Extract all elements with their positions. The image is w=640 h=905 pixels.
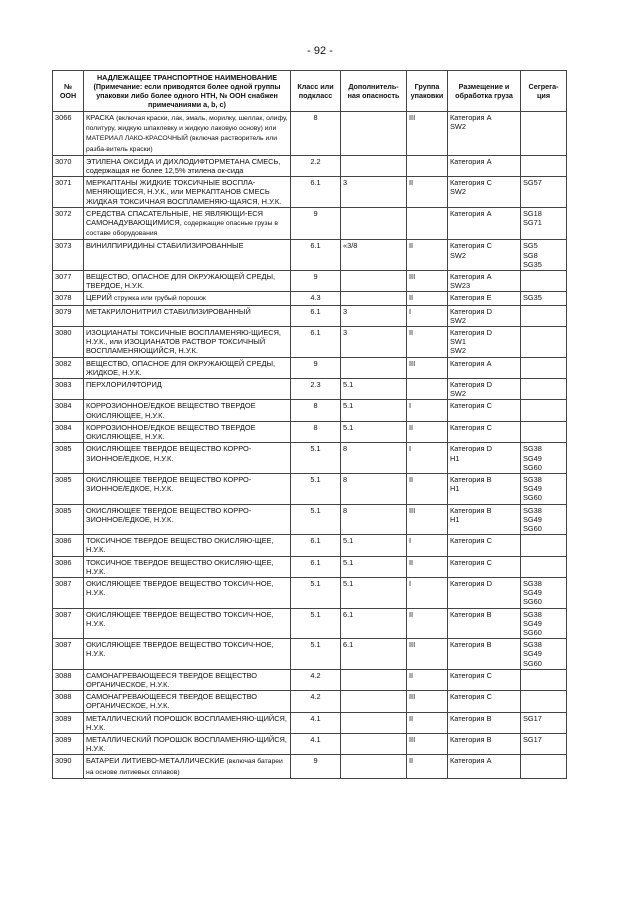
cell-class: 4.1 — [291, 733, 341, 754]
header-class: Класс или подкласс — [291, 71, 341, 112]
cell-stowage: Категория C — [448, 669, 521, 690]
cell-class: 9 — [291, 755, 341, 778]
cell-stowage: Категория A — [448, 357, 521, 378]
cell-class: 4.2 — [291, 691, 341, 712]
table-row — [53, 608, 567, 639]
cell-stowage: Категория A SW2 — [448, 112, 521, 156]
cell-segregation — [521, 357, 567, 378]
cell-un-number: 3087 — [53, 608, 84, 639]
cell-subsidiary-risk: 6.1 — [341, 608, 407, 639]
shipping-name-note: (включая краски, лак, эмаль, морилку, шеллак, олифу, политуру, жидкую шпаклевку и жидкую лаковую основу) или МАТЕРИАЛ ЛАКО-КРАСОЧНЫЙ (включая растворитель или разба-витель краски) — [86, 115, 288, 153]
cell-shipping-name — [84, 292, 291, 305]
cell-segregation: SG38 SG49 SG60 — [521, 504, 567, 535]
cell-subsidiary-risk: 8 — [341, 504, 407, 535]
table-body — [53, 112, 567, 779]
cell-shipping-name — [84, 327, 291, 358]
cell-shipping-name — [84, 639, 291, 670]
cell-stowage: Категория B H1 — [448, 473, 521, 504]
cell-class: 9 — [291, 207, 341, 240]
shipping-name-text: БАТАРЕИ ЛИТИЕВО-МЕТАЛЛИЧЕСКИЕ — [86, 756, 225, 766]
cell-subsidiary-risk — [341, 112, 407, 156]
shipping-name-text: ВИНИЛПИРИДИНЫ СТАБИЛИЗИРОВАННЫЕ — [86, 241, 244, 251]
cell-shipping-name — [84, 240, 291, 271]
cell-subsidiary-risk — [341, 733, 407, 754]
cell-shipping-name — [84, 421, 291, 442]
cell-class: 6.1 — [291, 535, 341, 556]
table-row — [53, 577, 567, 608]
cell-un-number: 3077 — [53, 271, 84, 292]
cell-un-number: 3084 — [53, 421, 84, 442]
cell-un-number: 3090 — [53, 755, 84, 778]
shipping-name-text: КОРРОЗИОННОЕ/ЕДКОЕ ВЕЩЕСТВО ТВЕРДОЕ ОКИСЛЯЮЩЕЕ, Н.У.К. — [86, 401, 256, 420]
table-row — [53, 155, 567, 176]
cell-un-number: 3073 — [53, 240, 84, 271]
cell-segregation — [521, 669, 567, 690]
cell-shipping-name — [84, 691, 291, 712]
table-row — [53, 305, 567, 326]
cell-packing-group: III — [407, 112, 448, 156]
cell-segregation: SG57 — [521, 177, 567, 208]
cell-subsidiary-risk — [341, 357, 407, 378]
shipping-name-text: ОКИСЛЯЮЩЕЕ ТВЕРДОЕ ВЕЩЕСТВО КОРРО-ЗИОННОЕ/ЕДКОЕ, Н.У.К. — [86, 505, 252, 524]
cell-segregation — [521, 400, 567, 421]
table-row — [53, 327, 567, 358]
header-packing-group: Группа упаковки — [407, 71, 448, 112]
cell-stowage: Категория D SW2 — [448, 379, 521, 400]
shipping-name-text: ОКИСЛЯЮЩЕЕ ТВЕРДОЕ ВЕЩЕСТВО ТОКСИЧ-НОЕ, Н.У.К. — [86, 578, 274, 598]
cell-subsidiary-risk: 3 — [341, 327, 407, 358]
cell-stowage: Категория C SW2 — [448, 240, 521, 271]
cell-shipping-name — [84, 379, 291, 400]
cell-packing-group: III — [407, 271, 448, 292]
cell-packing-group — [407, 379, 448, 400]
cell-un-number: 3088 — [53, 691, 84, 712]
header-subsidiary-risk: Дополнитель-ная опасность — [341, 71, 407, 112]
shipping-name-text: ОКИСЛЯЮЩЕЕ ТВЕРДОЕ ВЕЩЕСТВО ТОКСИЧ-НОЕ, Н.У.К. — [86, 640, 274, 659]
cell-segregation: SG38 SG49 SG60 — [521, 473, 567, 504]
cell-class: 5.1 — [291, 443, 341, 474]
shipping-name-text: ЦЕРИЙ — [86, 293, 112, 303]
shipping-name-text: ВЕЩЕСТВО, ОПАСНОЕ ДЛЯ ОКРУЖАЮЩЕЙ СРЕДЫ, ЖИДКОЕ, Н.У.К. — [86, 358, 276, 377]
cell-segregation — [521, 379, 567, 400]
cell-un-number: 3082 — [53, 357, 84, 378]
cell-class: 8 — [291, 400, 341, 421]
cell-segregation — [521, 755, 567, 778]
cell-shipping-name — [84, 305, 291, 326]
cell-shipping-name — [84, 155, 291, 176]
cell-un-number: 3066 — [53, 112, 84, 156]
cell-un-number: 3086 — [53, 535, 84, 556]
cell-class: 4.3 — [291, 292, 341, 305]
cell-subsidiary-risk — [341, 271, 407, 292]
cell-packing-group: II — [407, 240, 448, 271]
cell-class: 2.3 — [291, 379, 341, 400]
cell-packing-group: I — [407, 400, 448, 421]
cell-subsidiary-risk — [341, 691, 407, 712]
table-row — [53, 421, 567, 442]
cell-class: 5.1 — [291, 473, 341, 504]
shipping-name-text: ОКИСЛЯЮЩЕЕ ТВЕРДОЕ ВЕЩЕСТВО ТОКСИЧ-НОЕ, Н.У.К. — [86, 609, 274, 628]
cell-stowage: Категория C — [448, 691, 521, 712]
cell-segregation — [521, 691, 567, 712]
shipping-name-text: МЕРКАПТАНЫ ЖИДКИЕ ТОКСИЧНЫЕ ВОСПЛА-МЕНЯЮЩИЕСЯ, Н.У.К., или МЕРКАПТАНОВ СМЕСЬ ЖИДКАЯ ТОКСИЧНАЯ ВОСПЛАМЕНЯЮ-ЩАЯСЯ, Н.У.К. — [86, 178, 282, 206]
cell-segregation — [521, 271, 567, 292]
cell-stowage: Категория B — [448, 733, 521, 754]
cell-subsidiary-risk: 3 — [341, 305, 407, 326]
cell-stowage: Категория E — [448, 292, 521, 305]
table-row — [53, 691, 567, 712]
header-stowage: Размещение и обработка груза — [448, 71, 521, 112]
cell-shipping-name — [84, 443, 291, 474]
cell-packing-group: I — [407, 305, 448, 326]
cell-stowage: Категория A — [448, 155, 521, 176]
cell-class: 8 — [291, 112, 341, 156]
cell-packing-group: III — [407, 504, 448, 535]
cell-packing-group: III — [407, 733, 448, 754]
cell-subsidiary-risk: 8 — [341, 443, 407, 474]
cell-stowage: Категория D — [448, 577, 521, 608]
cell-subsidiary-risk: 5.1 — [341, 577, 407, 608]
cell-packing-group: II — [407, 608, 448, 639]
cell-packing-group: II — [407, 669, 448, 690]
cell-segregation: SG17 — [521, 733, 567, 754]
cell-packing-group: I — [407, 535, 448, 556]
cell-stowage: Категория B — [448, 639, 521, 670]
shipping-name-text: МЕТАЛЛИЧЕСКИЙ ПОРОШОК ВОСПЛАМЕНЯЮ-ЩИЙСЯ, Н.У.К. — [86, 734, 287, 754]
shipping-name-text: ИЗОЦИАНАТЫ ТОКСИЧНЫЕ ВОСПЛАМЕНЯЮ-ЩИЕСЯ, Н.У.К., или ИЗОЦИАНАТОВ РАСТВОР ТОКСИЧНЫЙ ВОСПЛАМЕНЯЮЩИЙСЯ, Н.У.К. — [86, 328, 281, 356]
table-row — [53, 207, 567, 240]
cell-shipping-name — [84, 271, 291, 292]
table-row — [53, 177, 567, 208]
cell-subsidiary-risk: 5.1 — [341, 556, 407, 577]
cell-subsidiary-risk — [341, 155, 407, 176]
cell-packing-group: II — [407, 556, 448, 577]
table-row — [53, 473, 567, 504]
cell-subsidiary-risk — [341, 292, 407, 305]
cell-un-number: 3085 — [53, 504, 84, 535]
cell-shipping-name — [84, 177, 291, 208]
cell-segregation: SG17 — [521, 712, 567, 733]
cell-segregation: SG38 SG49 SG60 — [521, 577, 567, 608]
cell-segregation: SG5 SG8 SG35 — [521, 240, 567, 271]
cell-packing-group: III — [407, 357, 448, 378]
cell-un-number: 3087 — [53, 639, 84, 670]
cell-shipping-name — [84, 207, 291, 240]
cell-class: 5.1 — [291, 639, 341, 670]
cell-class: 5.1 — [291, 504, 341, 535]
table-row — [53, 669, 567, 690]
cell-subsidiary-risk — [341, 712, 407, 733]
cell-shipping-name — [84, 669, 291, 690]
cell-packing-group: II — [407, 421, 448, 442]
cell-segregation: SG35 — [521, 292, 567, 305]
cell-un-number: 3089 — [53, 733, 84, 754]
cell-packing-group: II — [407, 327, 448, 358]
cell-un-number: 3070 — [53, 155, 84, 176]
table-row — [53, 504, 567, 535]
table-row — [53, 240, 567, 271]
table-row — [53, 379, 567, 400]
cell-packing-group: III — [407, 691, 448, 712]
header-segregation: Сегрега-ция — [521, 71, 567, 112]
cell-un-number: 3086 — [53, 556, 84, 577]
shipping-name-text: САМОНАГРЕВАЮЩЕЕСЯ ТВЕРДОЕ ВЕЩЕСТВО ОРГАНИЧЕСКОЕ, Н.У.К. — [86, 692, 258, 711]
table-row — [53, 556, 567, 577]
cell-packing-group: II — [407, 473, 448, 504]
table-row — [53, 712, 567, 733]
shipping-name-text: ПЕРХЛОРИЛФТОРИД — [86, 380, 162, 390]
cell-shipping-name — [84, 733, 291, 754]
shipping-name-text: ОКИСЛЯЮЩЕЕ ТВЕРДОЕ ВЕЩЕСТВО КОРРО-ЗИОННОЕ/ЕДКОЕ, Н.У.К. — [86, 444, 252, 463]
cell-un-number: 3085 — [53, 473, 84, 504]
cell-shipping-name — [84, 504, 291, 535]
cell-class: 6.1 — [291, 240, 341, 271]
table-row — [53, 733, 567, 754]
cell-shipping-name — [84, 357, 291, 378]
cell-packing-group: I — [407, 443, 448, 474]
cell-packing-group — [407, 155, 448, 176]
cell-stowage: Категория B — [448, 712, 521, 733]
cell-class: 6.1 — [291, 177, 341, 208]
cell-stowage: Категория B H1 — [448, 504, 521, 535]
cell-subsidiary-risk: 5.1 — [341, 379, 407, 400]
header-shipping-name: НАДЛЕЖАЩЕЕ ТРАНСПОРТНОЕ НАИМЕНОВАНИЕ (Примечание: если приводятся более одной группы упаковки либо более одного НТН, № ООН снабжен примечаниями a, b, c) — [84, 71, 291, 112]
cell-class: 4.2 — [291, 669, 341, 690]
cell-subsidiary-risk — [341, 207, 407, 240]
table-header-row — [53, 71, 567, 112]
cell-class: 6.1 — [291, 305, 341, 326]
cell-subsidiary-risk — [341, 755, 407, 778]
cell-shipping-name — [84, 608, 291, 639]
cell-segregation — [521, 421, 567, 442]
shipping-name-text: ТОКСИЧНОЕ ТВЕРДОЕ ВЕЩЕСТВО ОКИСЛЯЮ-ЩЕЕ, Н.У.К. — [86, 557, 274, 576]
cell-class: 5.1 — [291, 608, 341, 639]
cell-shipping-name — [84, 473, 291, 504]
cell-segregation: SG18 SG71 — [521, 207, 567, 240]
cell-shipping-name — [84, 556, 291, 577]
table-row — [53, 292, 567, 305]
cell-packing-group: II — [407, 755, 448, 778]
shipping-name-text: ЭТИЛЕНА ОКСИДА И ДИХЛОДИФТОРМЕТАНА СМЕСЬ, содержащая не более 12,5% этилена ок-сида — [86, 156, 281, 176]
shipping-name-text: ОКИСЛЯЮЩЕЕ ТВЕРДОЕ ВЕЩЕСТВО КОРРО-ЗИОННОЕ/ЕДКОЕ, Н.У.К. — [86, 474, 252, 494]
cell-subsidiary-risk: 8 — [341, 473, 407, 504]
page-number: - 92 - — [307, 45, 333, 57]
cell-subsidiary-risk: 5.1 — [341, 400, 407, 421]
cell-segregation — [521, 305, 567, 326]
shipping-name-text: МЕТАКРИЛОНИТРИЛ СТАБИЛИЗИРОВАННЫЙ — [86, 306, 251, 316]
cell-un-number: 3085 — [53, 443, 84, 474]
cell-class: 6.1 — [291, 327, 341, 358]
cell-stowage: Категория A — [448, 207, 521, 240]
cell-class: 6.1 — [291, 556, 341, 577]
cell-segregation: SG38 SG49 SG60 — [521, 639, 567, 670]
cell-stowage: Категория D SW2 — [448, 305, 521, 326]
cell-segregation — [521, 112, 567, 156]
cell-packing-group: II — [407, 292, 448, 305]
cell-un-number: 3083 — [53, 379, 84, 400]
cell-stowage: Категория D H1 — [448, 443, 521, 474]
cell-class: 9 — [291, 271, 341, 292]
table-row — [53, 755, 567, 778]
shipping-name-note: стружка или грубый порошок — [114, 295, 206, 303]
cell-stowage: Категория B — [448, 608, 521, 639]
cell-shipping-name — [84, 755, 291, 778]
cell-un-number: 3078 — [53, 292, 84, 305]
cell-shipping-name — [84, 112, 291, 156]
table-row — [53, 112, 567, 156]
cell-segregation — [521, 535, 567, 556]
cell-subsidiary-risk: 5.1 — [341, 421, 407, 442]
cell-stowage: Категория A — [448, 755, 521, 778]
cell-un-number: 3088 — [53, 669, 84, 690]
cell-packing-group: III — [407, 639, 448, 670]
shipping-name-text: ВЕЩЕСТВО, ОПАСНОЕ ДЛЯ ОКРУЖАЮЩЕЙ СРЕДЫ, ТВЕРДОЕ, Н.У.К. — [86, 272, 276, 291]
table-row — [53, 535, 567, 556]
cell-class: 2.2 — [291, 155, 341, 176]
cell-un-number: 3080 — [53, 327, 84, 358]
shipping-name-text: КРАСКА — [86, 113, 115, 122]
cell-stowage: Категория D SW1 SW2 — [448, 327, 521, 358]
header-un-number: № ООН — [53, 71, 84, 112]
cell-segregation: SG38 SG49 SG60 — [521, 443, 567, 474]
table-row — [53, 443, 567, 474]
shipping-name-text: МЕТАЛЛИЧЕСКИЙ ПОРОШОК ВОСПЛАМЕНЯЮ-ЩИЙСЯ, Н.У.К. — [86, 713, 287, 732]
shipping-name-note: (включая батареи на основе литиевых сплавов) — [86, 758, 283, 776]
cell-un-number: 3087 — [53, 577, 84, 608]
cell-stowage: Категория C SW2 — [448, 177, 521, 208]
cell-segregation: SG38 SG49 SG60 — [521, 608, 567, 639]
cell-segregation — [521, 556, 567, 577]
cell-class: 8 — [291, 421, 341, 442]
shipping-name-text: СРЕДСТВА СПАСАТЕЛЬНЫЕ, НЕ ЯВЛЯЮЩИ-ЕСЯ САМОНАДУВАЮЩИМИСЯ, — [86, 208, 263, 228]
cell-packing-group — [407, 207, 448, 240]
table-row — [53, 357, 567, 378]
cell-shipping-name — [84, 577, 291, 608]
table-row — [53, 400, 567, 421]
table-row — [53, 639, 567, 670]
cell-class: 9 — [291, 357, 341, 378]
cell-subsidiary-risk: 3 — [341, 177, 407, 208]
table-row — [53, 271, 567, 292]
cell-un-number: 3084 — [53, 400, 84, 421]
cell-subsidiary-risk — [341, 669, 407, 690]
cell-packing-group: I — [407, 577, 448, 608]
cell-class: 5.1 — [291, 577, 341, 608]
cell-un-number: 3071 — [53, 177, 84, 208]
shipping-name-note: содержащие опасные грузы в составе оборудования — [86, 220, 278, 238]
cell-un-number: 3089 — [53, 712, 84, 733]
cell-subsidiary-risk: «3/8 — [341, 240, 407, 271]
shipping-name-text: САМОНАГРЕВАЮЩЕЕСЯ ТВЕРДОЕ ВЕЩЕСТВО ОРГАНИЧЕСКОЕ, Н.У.К. — [86, 670, 258, 689]
cell-un-number: 3079 — [53, 305, 84, 326]
cell-stowage: Категория C — [448, 400, 521, 421]
cell-shipping-name — [84, 535, 291, 556]
cell-stowage: Категория C — [448, 556, 521, 577]
shipping-name-text: КОРРОЗИОННОЕ/ЕДКОЕ ВЕЩЕСТВО ТВЕРДОЕ ОКИСЛЯЮЩЕЕ, Н.У.К. — [86, 422, 256, 442]
cell-stowage: Категория C — [448, 535, 521, 556]
cell-un-number: 3072 — [53, 207, 84, 240]
cell-shipping-name — [84, 712, 291, 733]
cell-shipping-name — [84, 400, 291, 421]
cell-packing-group: II — [407, 177, 448, 208]
cell-segregation — [521, 155, 567, 176]
cell-segregation — [521, 327, 567, 358]
shipping-name-text: ТОКСИЧНОЕ ТВЕРДОЕ ВЕЩЕСТВО ОКИСЛЯЮ-ЩЕЕ, Н.У.К. — [86, 536, 274, 555]
cell-stowage: Категория C — [448, 421, 521, 442]
dangerous-goods-table — [52, 70, 567, 779]
cell-subsidiary-risk: 5.1 — [341, 535, 407, 556]
cell-packing-group: II — [407, 712, 448, 733]
cell-stowage: Категория A SW23 — [448, 271, 521, 292]
cell-subsidiary-risk: 6.1 — [341, 639, 407, 670]
cell-class: 4.1 — [291, 712, 341, 733]
